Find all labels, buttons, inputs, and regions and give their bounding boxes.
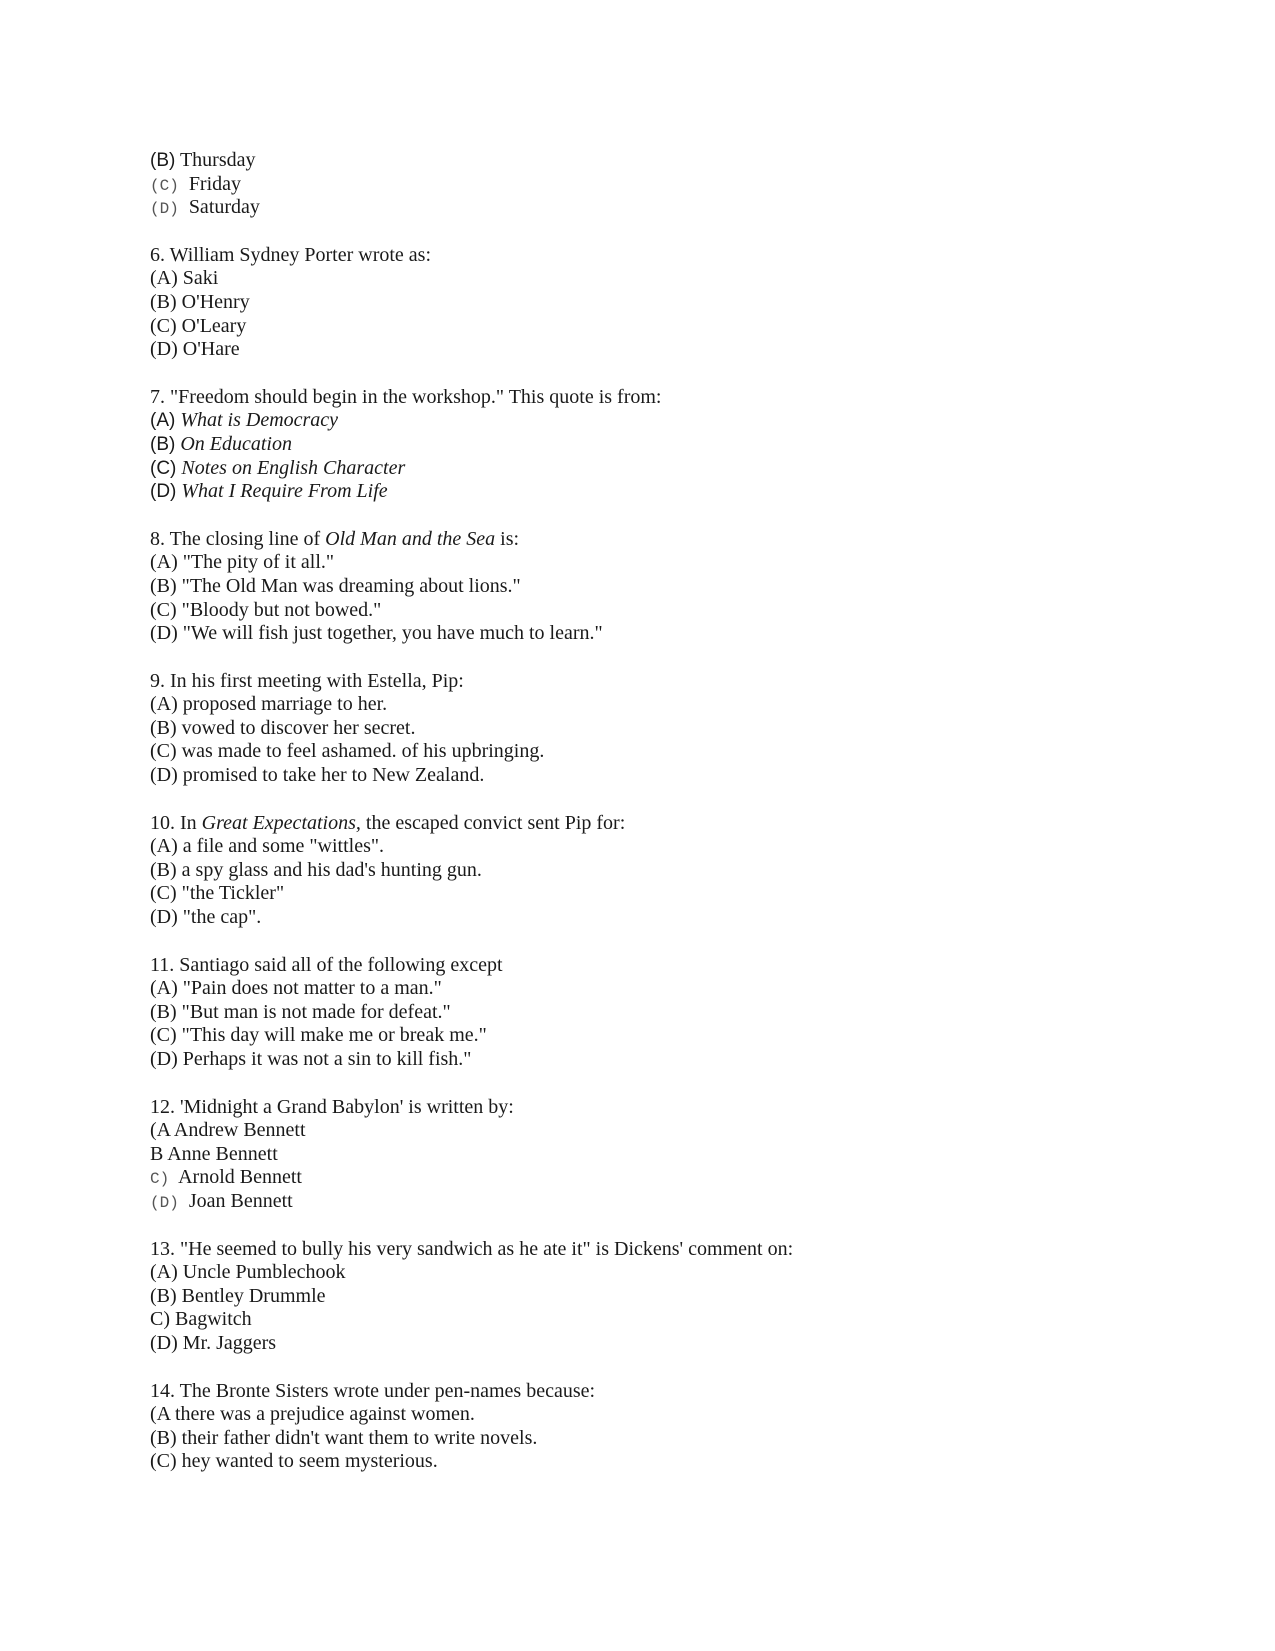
q5-option-d-text: Saturday xyxy=(188,196,260,219)
q8-option-c: (C) "Bloody but not bowed." xyxy=(150,598,382,621)
q9-option-b: (B) vowed to discover her secret. xyxy=(150,716,416,739)
q7-option-b-text: On Education xyxy=(180,432,292,455)
q6-option-d: (D) O'Hare xyxy=(150,338,240,361)
q8-question-post: is: xyxy=(495,527,520,550)
q12-question: 12. 'Midnight a Grand Babylon' is written by: xyxy=(150,1095,514,1118)
q6-question: 6. William Sydney Porter wrote as: xyxy=(150,243,432,266)
q11-option-b: (B) "But man is not made for defeat." xyxy=(150,1000,451,1023)
q8-question-pre: 8. The closing line of xyxy=(150,527,326,550)
q9-question: 9. In his first meeting with Estella, Pip: xyxy=(150,669,464,692)
q12-option-b: B Anne Bennett xyxy=(150,1142,278,1165)
q5-option-c-text: Friday xyxy=(188,172,242,195)
q5-option-c xyxy=(150,173,1200,197)
q7-option-d-text: What I Require From Life xyxy=(181,480,388,503)
q14-option-b: (B) their father didn't want them to write novels. xyxy=(150,1426,538,1449)
q14-option-a: (A there was a prejudice against women. xyxy=(150,1403,475,1426)
q13-option-a: (A) Uncle Pumblechook xyxy=(150,1261,346,1284)
q11-question: 11. Santiago said all of the following except xyxy=(150,953,503,976)
q7-option-a-text: What is Democracy xyxy=(180,409,339,432)
q9-option-c: (C) was made to feel ashamed. of his upbringing. xyxy=(150,740,545,763)
q5-option-c-label: (C) xyxy=(150,176,179,195)
q14-option-c: (C) hey wanted to seem mysterious. xyxy=(150,1450,438,1473)
q11-option-c: (C) "This day will make me or break me." xyxy=(150,1024,487,1047)
q12-option-c xyxy=(150,1166,1200,1190)
q8-question xyxy=(150,528,1200,552)
q7-question: 7. "Freedom should begin in the workshop." This quote is from: xyxy=(150,385,662,408)
q7-option-a-label: (A) xyxy=(150,410,176,432)
q13-option-d: (D) Mr. Jaggers xyxy=(150,1331,277,1354)
q7-option-c xyxy=(150,457,1200,481)
q11-option-d: (D) Perhaps it was not a sin to kill fish." xyxy=(150,1048,472,1070)
q8-option-a: (A) "The pity of it all." xyxy=(150,551,335,574)
q12-option-c-text: Arnold Bennett xyxy=(178,1166,302,1189)
q12-option-d-text: Joan Bennett xyxy=(188,1189,293,1212)
q7-option-b-label: (B) xyxy=(150,433,176,455)
q12-option-c-label: C) xyxy=(150,1170,170,1189)
q5-option-b xyxy=(150,149,1200,173)
q10-question-pre: 10. In xyxy=(150,811,202,834)
q10-option-c: (C) "the Tickler" xyxy=(150,882,285,905)
q7-option-c-text: Notes on English Character xyxy=(181,456,406,479)
q7-option-c-label: (C) xyxy=(150,457,177,479)
q7-option-d xyxy=(150,480,1200,504)
q10-option-b: (B) a spy glass and his dad's hunting gun. xyxy=(150,858,482,881)
q6-option-c: (C) O'Leary xyxy=(150,314,247,337)
q5-option-b-label: (B) xyxy=(150,150,176,171)
q10-question-post: the escaped convict sent Pip for: xyxy=(360,811,626,834)
q14-question: 14. The Bronte Sisters wrote under pen-names because: xyxy=(150,1379,596,1402)
q5-option-d-label: (D) xyxy=(150,200,179,219)
q12-option-d-label: (D) xyxy=(150,1193,179,1212)
q12-option-d xyxy=(150,1190,1200,1214)
q10-question xyxy=(150,812,1200,836)
question-list xyxy=(150,149,1200,1474)
q5-option-b-text: Thursday xyxy=(179,149,256,171)
q12-option-a: (A Andrew Bennett xyxy=(150,1119,306,1142)
q13-option-b: (B) Bentley Drummle xyxy=(150,1284,326,1307)
q7-option-b xyxy=(150,433,1200,457)
q5-option-d xyxy=(150,196,1200,220)
q8-option-b: (B) "The Old Man was dreaming about lions." xyxy=(150,574,521,597)
q10-option-a: (A) a file and some "wittles". xyxy=(150,835,385,858)
q10-question-title: Great Expectations, xyxy=(201,811,361,834)
q6-option-b: (B) O'Henry xyxy=(150,290,250,313)
q10-option-d: (D) "the cap". xyxy=(150,906,262,929)
q7-option-a xyxy=(150,409,1200,433)
q13-question: 13. "He seemed to bully his very sandwich as he ate it" is Dickens' comment on: xyxy=(150,1237,794,1260)
q8-option-d: (D) "We will fish just together, you have much to learn." xyxy=(150,622,603,645)
q11-option-a: (A) "Pain does not matter to a man." xyxy=(150,977,442,1000)
q9-option-d: (D) promised to take her to New Zealand. xyxy=(150,764,485,787)
q8-question-title: Old Man and the Sea xyxy=(325,527,496,550)
q6-option-a: (A) Saki xyxy=(150,267,219,290)
q13-option-c: C) Bagwitch xyxy=(150,1308,252,1331)
q9-option-a: (A) proposed marriage to her. xyxy=(150,693,388,716)
q7-option-d-label: (D) xyxy=(150,481,177,503)
